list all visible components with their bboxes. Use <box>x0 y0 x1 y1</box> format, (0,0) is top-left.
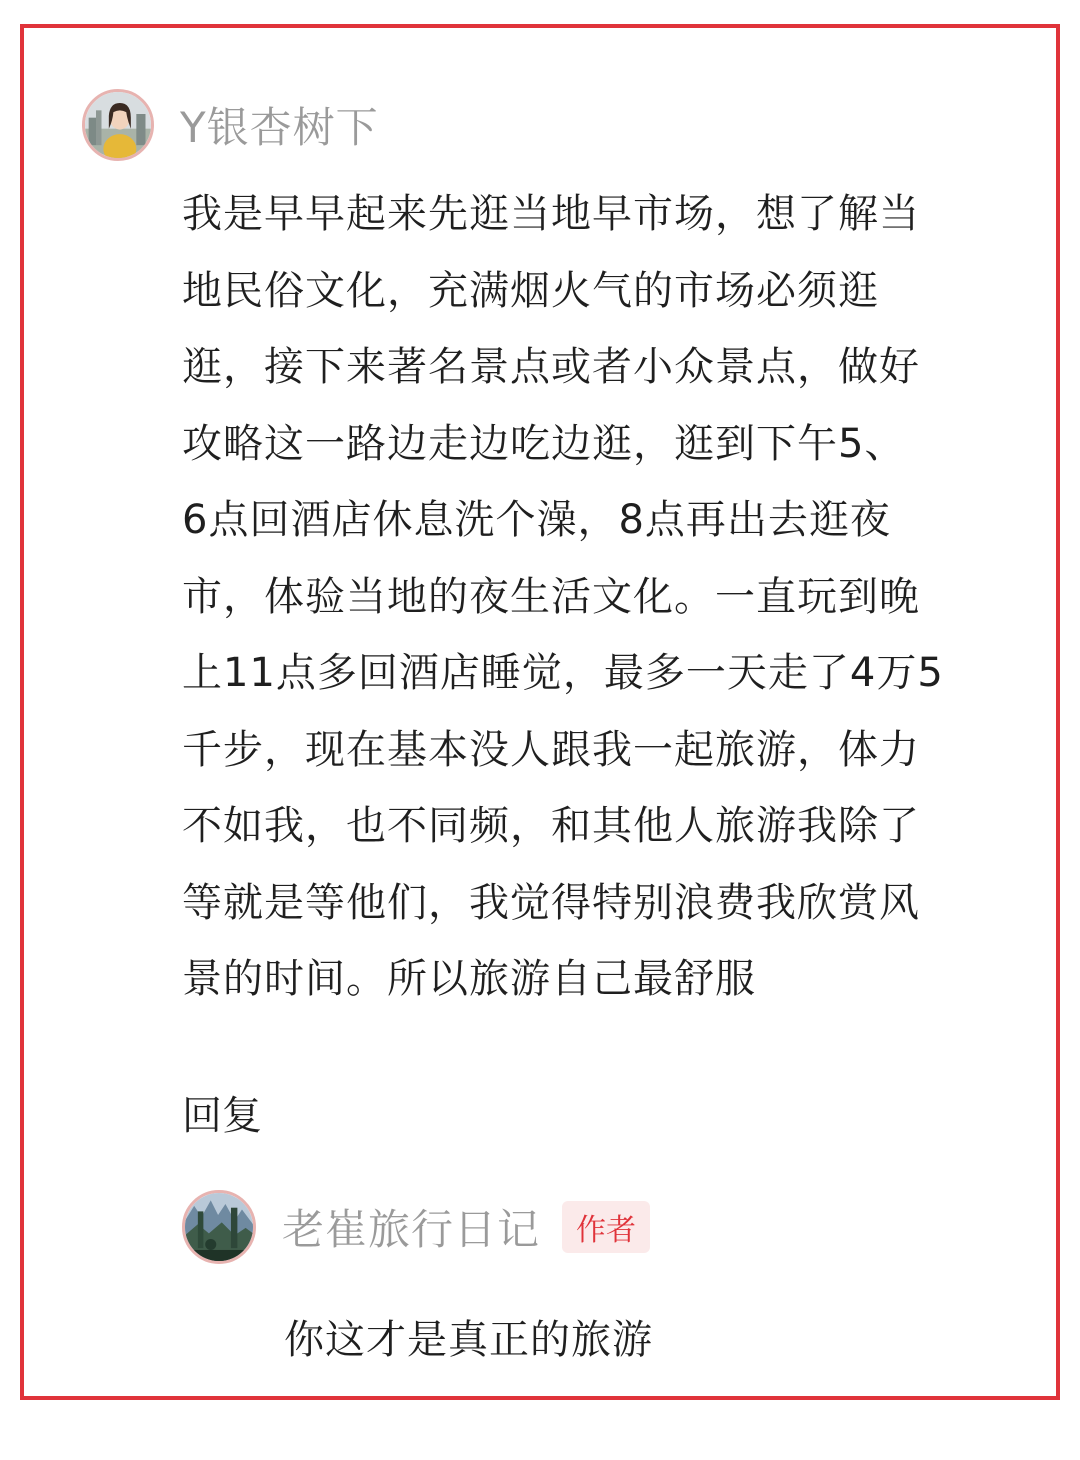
comment-line: 景的时间。所以旅游自己最舒服 <box>182 956 756 1002</box>
comment-line: 攻略这一路边走边吃边逛，逛到下午5、 <box>182 420 906 467</box>
comment-line: 不如我，也不同频，和其他人旅游我除了 <box>182 803 920 849</box>
reply-header <box>182 1188 650 1266</box>
comment-line: 千步，现在基本没人跟我一起旅游，体力 <box>182 726 920 773</box>
comment-line: 逛，接下来著名景点或者小众景点，做好 <box>182 344 920 390</box>
landscape-avatar-icon <box>185 1193 253 1261</box>
reply-text: 你这才是真正的旅游 <box>284 1317 653 1363</box>
comment-line: 我是早早起来先逛当地早市场，想了解当 <box>182 191 920 237</box>
comment-line: 上11点多回酒店睡觉，最多一天走了4万5 <box>182 650 944 696</box>
comment-line: 6点回酒店休息洗个澡，8点再出去逛夜 <box>182 497 891 543</box>
user-avatar[interactable] <box>82 89 154 161</box>
comment-username[interactable]: Y银杏树下 <box>180 103 379 152</box>
screenshot-frame <box>20 24 1060 1400</box>
author-badge: 作者 <box>562 1201 650 1253</box>
comment-line: 等就是等他们，我觉得特别浪费我欣赏风 <box>182 879 920 926</box>
woman-avatar-icon <box>85 92 151 158</box>
comment-line: 地民俗文化，充满烟火气的市场必须逛 <box>182 267 879 314</box>
reply-username[interactable]: 老崔旅行日记 <box>282 1205 541 1254</box>
comment-body <box>182 176 1022 1018</box>
reply-user-avatar[interactable] <box>182 1190 256 1264</box>
reply-button[interactable]: 回复 <box>182 1093 262 1139</box>
comment-header <box>82 86 379 164</box>
comment-line: 市，体验当地的夜生活文化。一直玩到晚 <box>182 573 920 620</box>
